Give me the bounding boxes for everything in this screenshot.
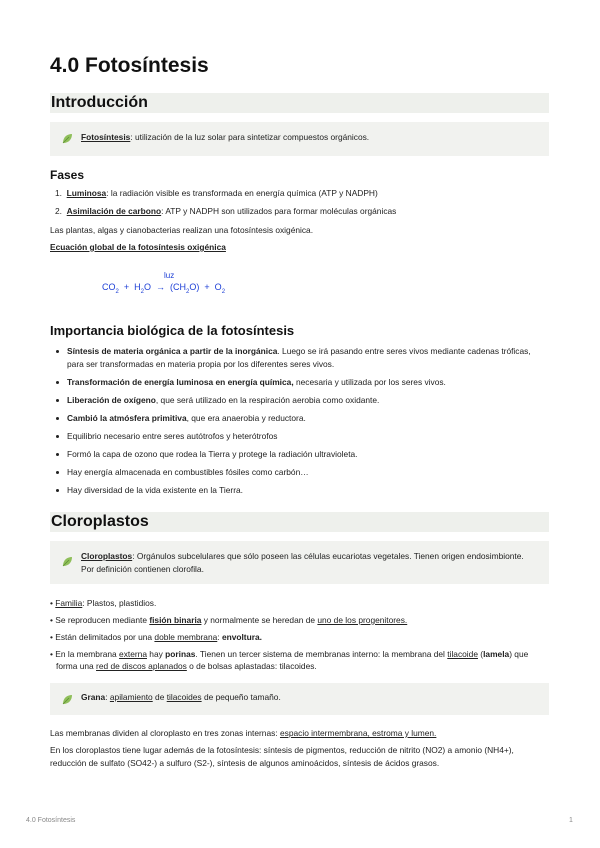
porinas-line-cont: forma una red de discos aplanados o de bolsas aplastadas: tilacoides. — [56, 661, 317, 671]
importancia-item-cont: para ser transformadas en materia propia por los diferentes seres vivos. — [67, 359, 335, 369]
otras-funciones-line: reducción de sulfato (SO42-) a sulfuro (S2-), síntesis de algunos aminoácidos, síntesis de ácidos grasos. — [50, 758, 440, 768]
page-title: 4.0 Fotosíntesis — [50, 54, 209, 77]
leaf-icon — [61, 556, 73, 568]
importancia-item: Formó la capa de ozono que rodea la Tierra y protege la radiación ultravioleta. — [67, 449, 358, 459]
callout-grana — [50, 683, 549, 715]
otras-funciones-line: En los cloroplastos tiene lugar además de la fotosíntesis: síntesis de pigmentos, reducción de nitrito (NO2) a amonio (NH4+), — [50, 745, 514, 755]
equation-luz: luz — [164, 271, 175, 280]
footer-title: 4.0 Fotosíntesis — [26, 817, 76, 824]
fase-item: 1. Luminosa: la radiación visible es transformada en energía química (ATP y NADPH) — [55, 188, 378, 198]
importancia-item: Cambió la atmósfera primitiva, que era anaerobia y reductora. — [67, 413, 306, 423]
zonas-line: Las membranas dividen al cloroplasto en tres zonas internas: espacio intermembrana, estroma y lumen. — [50, 728, 437, 738]
callout-text: Cloroplastos: Orgánulos subcelulares que sólo poseen las células eucariotas vegetales. Tienen origen endosimbionte. Por definición contienen clorofila. — [81, 551, 524, 574]
familia-line: • Familia: Plastos, plastidios. — [50, 598, 157, 608]
callout-fotosintesis — [50, 122, 549, 156]
bullet — [56, 417, 59, 420]
membrana-line: • Están delimitados por una doble membrana: envoltura. — [50, 632, 262, 642]
bullet — [56, 471, 59, 474]
bullet — [56, 381, 59, 384]
bullet — [56, 435, 59, 438]
footer-page-number: 1 — [569, 817, 573, 824]
reproduccion-line: • Se reproducen mediante fisión binaria y normalmente se heredan de uno de los progenitores. — [50, 615, 408, 625]
importancia-item: Hay energía almacenada en combustibles fósiles como carbón… — [67, 467, 309, 477]
importancia-item: Transformación de energía luminosa en energía química, necesaria y utilizada por los seres vivos. — [67, 377, 446, 387]
section-heading-cloroplastos: Cloroplastos — [50, 512, 549, 532]
leaf-icon — [61, 694, 73, 706]
bullet — [56, 453, 59, 456]
leaf-icon — [61, 133, 73, 145]
bullet — [56, 350, 59, 353]
importancia-item: Equilibrio necesario entre seres autótrofos y heterótrofos — [67, 431, 278, 441]
bullet — [56, 399, 59, 402]
callout-text: Fotosíntesis: utilización de la luz solar para sintetizar compuestos orgánicos. — [81, 132, 370, 142]
plants-text: Las plantas, algas y cianobacterias realizan una fotosíntesis oxigénica. — [50, 225, 314, 235]
section-heading-introduccion: Introducción — [50, 93, 549, 113]
bullet — [56, 489, 59, 492]
fases-heading: Fases — [50, 168, 85, 182]
importancia-item: Hay diversidad de la vida existente en la Tierra. — [67, 485, 243, 495]
porinas-line: • En la membrana externa hay porinas. Tienen un tercer sistema de membranas interno: la membrana del tilacoide (lamela) que — [50, 649, 529, 659]
equation: $CO_2 + H_2O \to (CH_2O) + O_2$ — [102, 282, 226, 295]
importancia-item: Liberación de oxígeno, que será utilizado en la respiración aerobia como oxidante. — [67, 395, 380, 405]
importancia-heading: Importancia biológica de la fotosíntesis — [50, 323, 295, 338]
callout-text: Grana: apilamiento de tilacoides de pequeño tamaño. — [81, 692, 281, 702]
callout-cloroplastos — [50, 541, 549, 584]
importancia-item: Síntesis de materia orgánica a partir de la inorgánica. Luego se irá pasando entre seres vivos mediante cadenas tróficas, — [67, 346, 531, 356]
equation-label: Ecuación global de la fotosíntesis oxigénica — [50, 242, 226, 252]
fase-item: 2. Asimilación de carbono: ATP y NADPH son utilizados para formar moléculas orgánicas — [55, 206, 397, 216]
